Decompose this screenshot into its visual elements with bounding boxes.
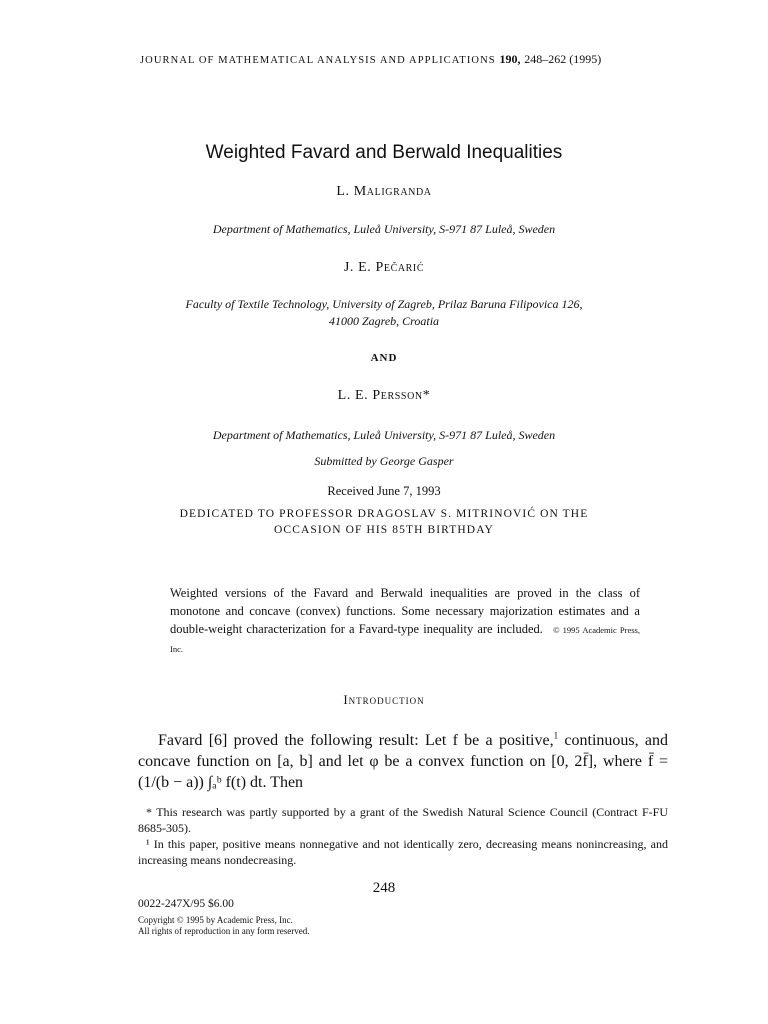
and-separator: AND	[370, 352, 398, 364]
author-2	[0, 260, 768, 276]
author-2-affiliation-line2: 41000 Zagreb, Croatia	[328, 314, 440, 328]
footnote-1: * This research was partly supported by a grant of the Swedish Natural Science Council (Contract F-FU 8685-305).	[138, 805, 668, 835]
author-3-affiliation: Department of Mathematics, Luleå University, S-971 87 Luleå, Sweden	[212, 428, 556, 442]
submitted-by: Submitted by George Gasper	[314, 454, 454, 468]
author-3-initials: L. E.	[337, 388, 369, 403]
author-1-affiliation: Department of Mathematics, Luleå University, S-971 87 Luleå, Sweden	[212, 222, 556, 236]
abstract	[170, 584, 640, 658]
body-paragraph	[138, 730, 668, 793]
issn-price: 0022-247X/95 $6.00	[138, 898, 234, 910]
abstract-copyright: © 1995 Academic Press, Inc.	[170, 625, 640, 654]
paper-title: Weighted Favard and Berwald Inequalities	[205, 142, 563, 163]
journal-header	[140, 52, 601, 67]
footnote-ref: 1	[553, 730, 559, 741]
author-3	[0, 388, 768, 404]
footnote-2: ¹ In this paper, positive means nonnegative and not identically zero, decreasing means nonincreasing, and increasing means nondecreasing.	[138, 837, 668, 867]
author-2-affiliation-line1: Faculty of Textile Technology, University of Zagreb, Prilaz Baruna Filipovica 126,	[185, 297, 583, 311]
dedication	[0, 506, 768, 538]
dedication-line1: DEDICATED TO PROFESSOR DRAGOSLAV S. MITRINOVIĆ ON THE	[179, 508, 589, 520]
journal-volume: 190,	[499, 52, 521, 66]
author-3-surname: Persson*	[372, 388, 431, 403]
author-1-surname: Maligranda	[353, 184, 432, 199]
copyright-line2: All rights of reproduction in any form reserved.	[138, 926, 310, 936]
page-number: 248	[372, 880, 396, 896]
author-2-initials: J. E.	[343, 260, 372, 275]
section-heading: Introduction	[343, 692, 425, 707]
body-part1: Favard [6] proved the following result: Let f be a positive,	[158, 732, 554, 749]
journal-name: JOURNAL OF MATHEMATICAL ANALYSIS AND APPLICATIONS	[140, 55, 496, 66]
footnotes	[138, 804, 668, 868]
body-part2: continuous, and concave function on [a, b] and let φ be a convex function on [0, 2f̄], where f̄ = (1/(b − a)) ∫ₐᵇ f(t) dt. Then	[138, 732, 668, 791]
journal-pages: 248–262 (1995)	[524, 52, 602, 66]
author-1-initials: L.	[336, 184, 350, 199]
received-date: Received June 7, 1993	[327, 484, 441, 498]
abstract-text: Weighted versions of the Favard and Berwald inequalities are proved in the class of monotone and concave (convex) functions. Some necessary majorization estimates and a double-weight characterization for a Favard-type inequality are included.	[170, 586, 640, 636]
author-1	[0, 184, 768, 200]
copyright-line1: Copyright © 1995 by Academic Press, Inc.	[138, 915, 293, 925]
author-2-surname: Pečarić	[375, 260, 425, 275]
dedication-line2: OCCASION OF HIS 85TH BIRTHDAY	[274, 524, 494, 536]
copyright-notice	[138, 915, 309, 937]
